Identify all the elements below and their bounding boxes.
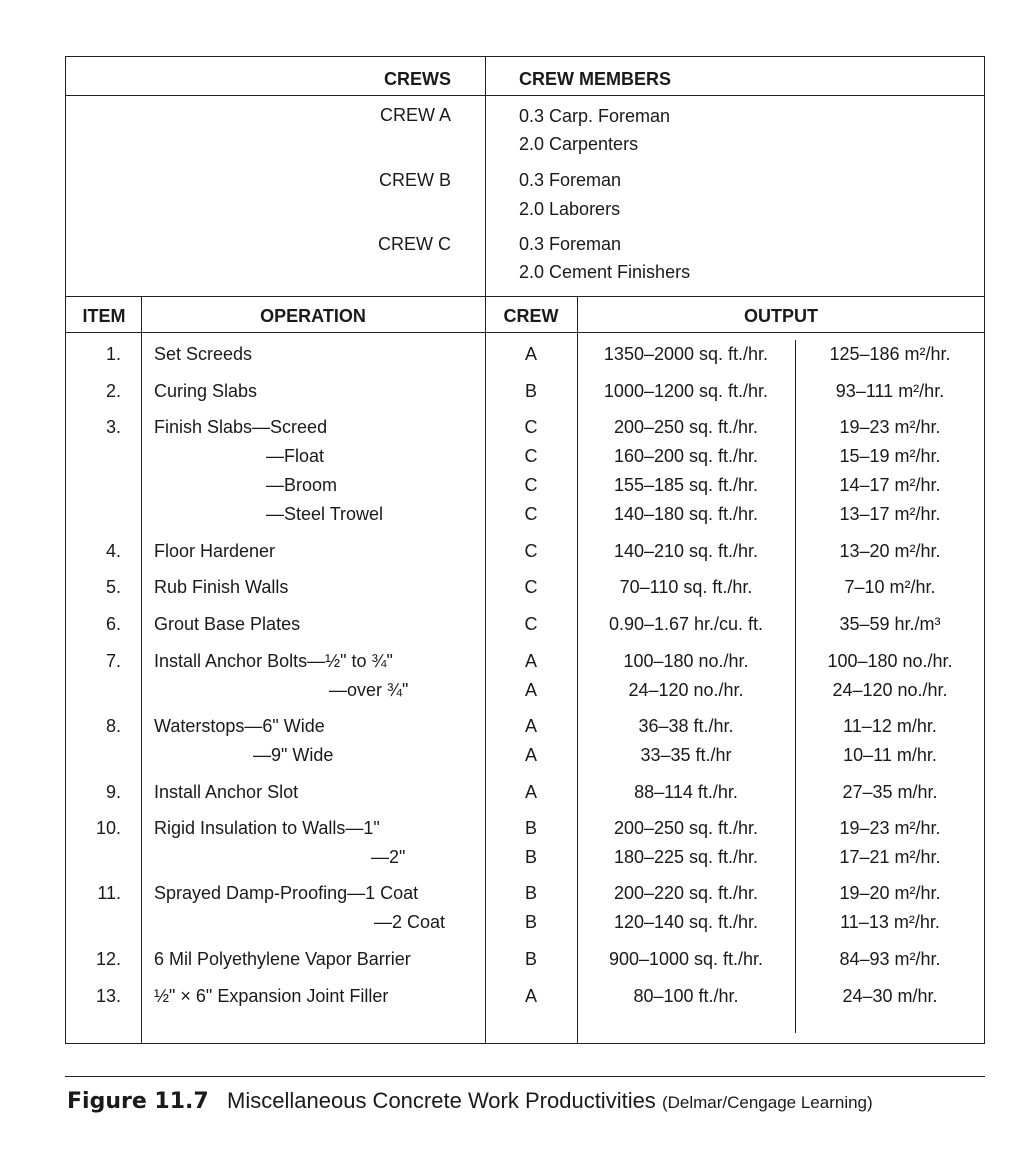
figure-caption — [67, 1088, 873, 1114]
row-operation: ½" × 6" Expansion Joint Filler — [154, 986, 389, 1006]
row-output-metric: 11–13 m²/hr. — [840, 912, 940, 932]
row-output-imperial: 900–1000 sq. ft./hr. — [608, 949, 764, 969]
row-operation: —over ¾" — [329, 680, 409, 700]
row-crew: C — [524, 446, 538, 466]
row-operation: 6 Mil Polyethylene Vapor Barrier — [154, 949, 411, 969]
caption-rule — [65, 1076, 985, 1077]
row-operation: Install Anchor Slot — [154, 782, 299, 802]
crew-a-member: 2.0 Carpenters — [519, 134, 639, 154]
row-operation: Set Screeds — [154, 344, 253, 364]
row-output-metric: 7–10 m²/hr. — [844, 577, 936, 597]
row-output-imperial: 1000–1200 sq. ft./hr. — [603, 381, 769, 401]
row-output-metric: 125–186 m²/hr. — [829, 344, 951, 364]
row-operation: —Steel Trowel — [266, 504, 384, 524]
crew-b-member: 0.3 Foreman — [519, 170, 622, 190]
row-output-metric: 13–17 m²/hr. — [839, 504, 941, 524]
row-output-imperial: 33–35 ft./hr — [640, 745, 732, 765]
crew-heading: CREW — [503, 306, 559, 326]
row-crew: C — [524, 614, 538, 634]
row-operation: Install Anchor Bolts—½" to ¾" — [154, 651, 393, 671]
row-operation: —9" Wide — [253, 745, 334, 765]
row-item-number: 7. — [105, 651, 121, 671]
row-crew: A — [524, 716, 537, 736]
row-crew: B — [524, 381, 537, 401]
row-output-metric: 35–59 hr./m³ — [839, 614, 941, 634]
row-crew: C — [524, 504, 538, 524]
row-item-number: 5. — [105, 577, 121, 597]
crew-b-member: 2.0 Laborers — [519, 199, 621, 219]
row-output-imperial: 36–38 ft./hr. — [638, 716, 734, 736]
row-output-metric: 100–180 no./hr. — [827, 651, 953, 671]
row-item-number: 1. — [105, 344, 121, 364]
row-output-imperial: 24–120 no./hr. — [628, 680, 744, 700]
crew-members-heading: CREW MEMBERS — [519, 69, 671, 89]
row-output-metric: 93–111 m²/hr. — [835, 381, 945, 401]
row-crew: B — [524, 847, 537, 867]
row-item-number: 4. — [105, 541, 121, 561]
row-output-metric: 24–30 m/hr. — [842, 986, 938, 1006]
row-crew: C — [524, 541, 538, 561]
row-crew: B — [524, 912, 537, 932]
crew-c-member: 2.0 Cement Finishers — [519, 262, 691, 282]
crew-a-member: 0.3 Carp. Foreman — [519, 106, 671, 126]
row-operation: Sprayed Damp-Proofing—1 Coat — [154, 883, 419, 903]
row-output-imperial: 200–250 sq. ft./hr. — [613, 417, 759, 437]
row-crew: A — [524, 344, 537, 364]
row-output-imperial: 140–180 sq. ft./hr. — [613, 504, 759, 524]
output-heading: OUTPUT — [744, 306, 818, 326]
row-crew: A — [524, 745, 537, 765]
crew-a-name: CREW A — [379, 105, 451, 125]
row-output-imperial: 200–250 sq. ft./hr. — [613, 818, 759, 838]
row-output-metric: 15–19 m²/hr. — [839, 446, 941, 466]
row-operation: Floor Hardener — [154, 541, 276, 561]
row-operation: —Broom — [266, 475, 338, 495]
figure-title: Miscellaneous Concrete Work Productivities — [227, 1088, 656, 1113]
row-operation: Rub Finish Walls — [154, 577, 289, 597]
row-output-imperial: 80–100 ft./hr. — [633, 986, 739, 1006]
row-crew: B — [524, 949, 537, 969]
row-output-metric: 13–20 m²/hr. — [839, 541, 941, 561]
row-output-imperial: 0.90–1.67 hr./cu. ft. — [608, 614, 764, 634]
row-crew: C — [524, 577, 538, 597]
row-output-metric: 10–11 m/hr. — [843, 745, 937, 765]
row-item-number: 11. — [97, 883, 121, 903]
row-item-number: 12. — [95, 949, 121, 969]
row-output-imperial: 120–140 sq. ft./hr. — [613, 912, 759, 932]
row-output-metric: 11–12 m/hr. — [843, 716, 937, 736]
row-crew: A — [524, 651, 537, 671]
row-item-number: 13. — [95, 986, 121, 1006]
row-operation: Grout Base Plates — [154, 614, 301, 634]
operation-heading: OPERATION — [260, 306, 366, 326]
row-crew: A — [524, 986, 537, 1006]
row-output-metric: 14–17 m²/hr. — [839, 475, 941, 495]
item-heading: ITEM — [82, 306, 126, 326]
row-output-metric: 19–23 m²/hr. — [839, 417, 941, 437]
row-output-imperial: 1350–2000 sq. ft./hr. — [603, 344, 769, 364]
item-divider — [141, 296, 142, 1044]
row-operation: —2" — [371, 847, 406, 867]
crews-section-rule — [65, 296, 985, 297]
row-output-metric: 19–23 m²/hr. — [839, 818, 941, 838]
row-output-metric: 27–35 m/hr. — [842, 782, 938, 802]
row-item-number: 9. — [105, 782, 121, 802]
row-item-number: 10. — [95, 818, 121, 838]
row-item-number: 8. — [105, 716, 121, 736]
crew-c-member: 0.3 Foreman — [519, 234, 622, 254]
figure-number: Figure 11.7 — [67, 1089, 209, 1114]
row-crew: A — [524, 782, 537, 802]
row-item-number: 6. — [105, 614, 121, 634]
row-operation: Curing Slabs — [154, 381, 258, 401]
row-crew: C — [524, 417, 538, 437]
row-operation: —Float — [266, 446, 325, 466]
row-item-number: 2. — [105, 381, 121, 401]
row-output-imperial: 155–185 sq. ft./hr. — [613, 475, 759, 495]
row-crew: B — [524, 818, 537, 838]
row-output-metric: 19–20 m²/hr. — [839, 883, 941, 903]
row-operation: Rigid Insulation to Walls—1" — [154, 818, 380, 838]
figure-source: (Delmar/Cengage Learning) — [661, 1093, 873, 1112]
row-output-metric: 24–120 no./hr. — [832, 680, 948, 700]
row-output-metric: 84–93 m²/hr. — [839, 949, 941, 969]
row-output-imperial: 140–210 sq. ft./hr. — [613, 541, 759, 561]
row-output-metric: 17–21 m²/hr. — [839, 847, 941, 867]
row-output-imperial: 180–225 sq. ft./hr. — [613, 847, 759, 867]
row-operation: Finish Slabs—Screed — [154, 417, 328, 437]
row-output-imperial: 70–110 sq. ft./hr. — [619, 577, 753, 597]
row-crew: A — [524, 680, 537, 700]
crew-c-name: CREW C — [378, 234, 451, 254]
row-item-number: 3. — [105, 417, 121, 437]
row-output-imperial: 200–220 sq. ft./hr. — [613, 883, 759, 903]
row-output-imperial: 88–114 ft./hr. — [634, 782, 738, 802]
row-crew: C — [524, 475, 538, 495]
row-operation: Waterstops—6" Wide — [154, 716, 325, 736]
crew-b-name: CREW B — [379, 170, 451, 190]
row-output-imperial: 160–200 sq. ft./hr. — [613, 446, 759, 466]
row-operation: —2 Coat — [374, 912, 446, 932]
crews-heading: CREWS — [384, 69, 451, 89]
row-output-imperial: 100–180 no./hr. — [623, 651, 749, 671]
table-header-rule — [65, 332, 985, 333]
row-crew: B — [524, 883, 537, 903]
crews-header-rule — [65, 95, 985, 96]
